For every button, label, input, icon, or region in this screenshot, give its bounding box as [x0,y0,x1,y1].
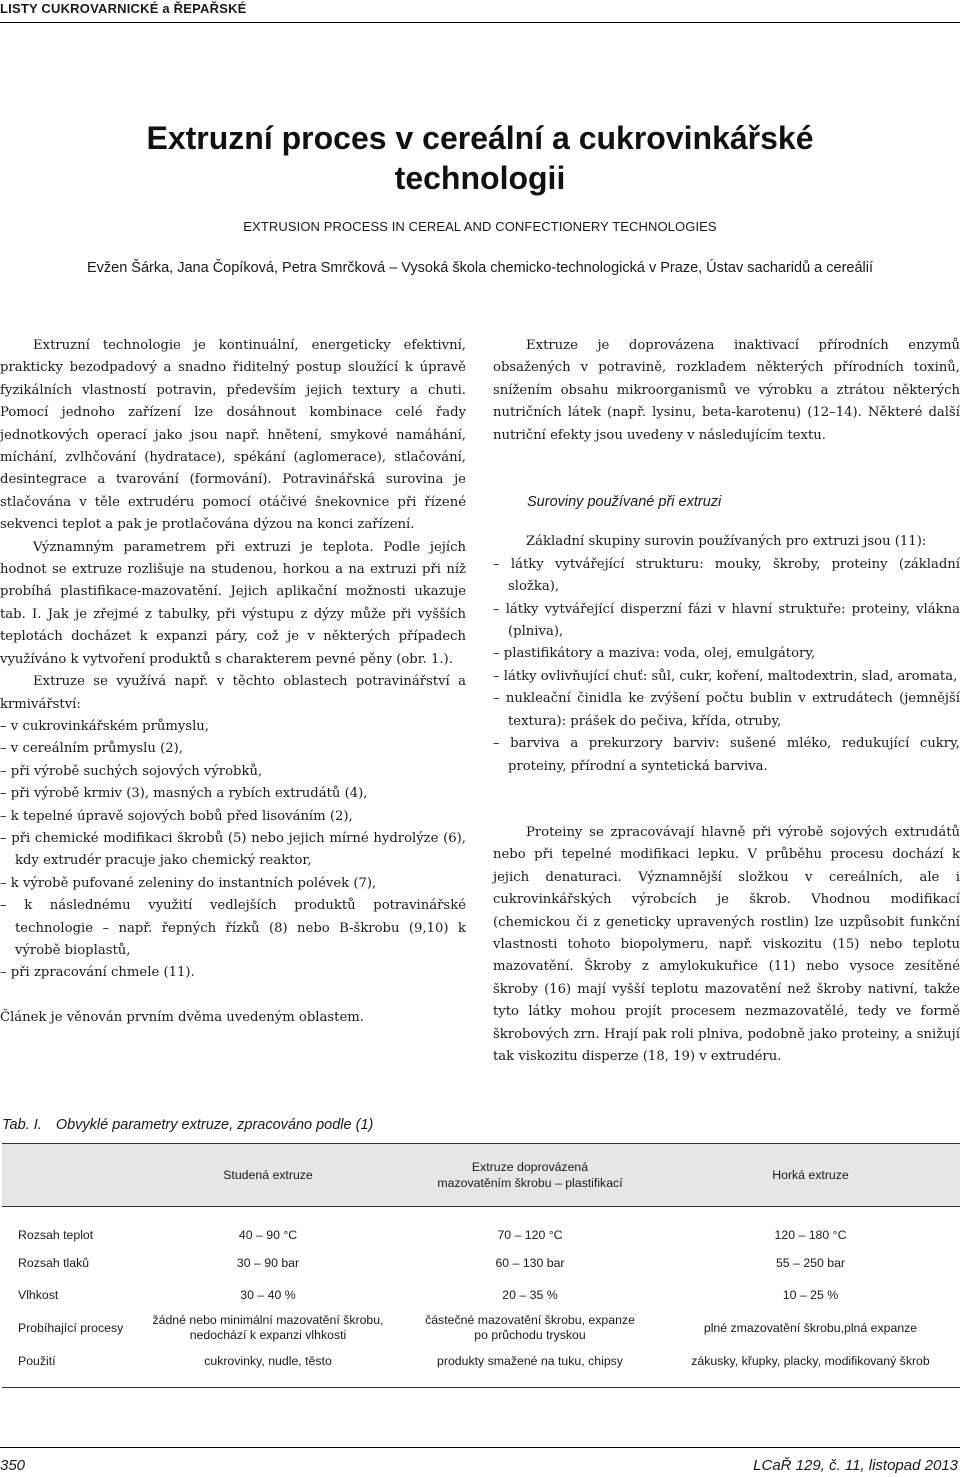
list-item: – nukleační činidla ke zvýšení počtu bublin v extrudátech (jemnější textura): prášek do pečiva, křída, otruby, [493,688,960,733]
row-label: Rozsah teplot [18,1227,94,1242]
row-label: Probíhající procesy [18,1320,124,1335]
right-paragraph-2: Základní skupiny surovin používaných pro extruzi jsou (11): [526,534,927,550]
table-cell: 55 – 250 bar [775,1255,846,1270]
table-row [2,1345,960,1388]
article-title [40,118,920,198]
list-item: – barviva a prekurzory barviv: sušené mléko, redukující cukry, proteiny, přírodní a syntetická barviva. [493,733,960,778]
list-item: – při chemické modifikaci škrobů (5) nebo jejich mírné hydrolýze (6), kdy extrudér pracuje jako chemický reaktor, [0,828,466,873]
table-cell: 120 – 180 °C [774,1227,847,1242]
table-cell: 60 – 130 bar [495,1255,565,1270]
table-label: Tab. I. [2,1117,42,1133]
table-cell: zákusky, křupky, placky, modifikovaný škrob [661,1345,960,1388]
header-divider [0,22,960,23]
table-cell: cukrovinky, nudle, těsto [137,1345,399,1388]
list-item: – při zpracování chmele (11). [0,962,466,984]
left-paragraph-3: Extruze se využívá např. v těchto oblastech potravinářství a krmivářství: [0,674,466,712]
list-item: – látky ovlivňující chuť: sůl, cukr, koření, maltodextrin, slad, aromata, [493,666,960,688]
list-item: – k tepelné úpravě sojových bobů před lisováním (2), [0,806,466,828]
table-cell: 40 – 90 °C [238,1227,298,1242]
table-header-cell [2,1144,137,1207]
table-cell: 70 – 120 °C [497,1227,563,1242]
right-paragraph-1: Extruze je doprovázena inaktivací přírodních enzymů obsažených v potravině, rozkladem některých přírodních toxinů, snížením obsahu mikroorganismů ve výrobku a ztrátou některých nutričních látek (např. lysinu, beta-karotenu) (12–14). Některé další nutriční efekty jsou uvedeny v následujícím textu. [493,338,960,443]
table-cell: 10 – 25 % [782,1287,839,1302]
cell-line: po průchodu tryskou [474,1328,586,1342]
table-cell [137,1311,399,1345]
table-cell: plné zmazovatění škrobu,plná expanze [703,1320,918,1335]
row-label: Rozsah tlaků [18,1255,90,1270]
row-label: Vlhkost [18,1287,59,1302]
table-row [2,1207,960,1248]
header-line: mazovatěním škrobu – plastifikací [437,1176,623,1190]
issue-info: LCaŘ 129, č. 11, listopad 2013 [753,1457,958,1474]
journal-header: LISTY CUKROVARNICKÉ a ŘEPAŘSKÉ [0,1,247,16]
section-heading: Suroviny používané při extruzi [527,494,722,511]
page-number: 350 [0,1457,26,1474]
article-subtitle: EXTRUSION PROCESS IN CEREAL AND CONFECTIONERY TECHNOLOGIES [243,219,717,234]
left-paragraph-1: Extruzní technologie je kontinuální, energeticky efektivní, prakticky bezodpadový a snadno řiditelný postup sloužící k úpravě fyzikálních vlastností potravin, především jejich textury a chuti. Pomocí jednoho zařízení lze dosáhnout kombinace celé řady jednotkových operací jako jsou např. hnětení, smykové namáhání, míchání, zvlhčování (hydratace), spékání (aglomerace), stlačování, desintegrace a tvarování (formování). Potravinářská surovina je stlačována v těle extrudéru pomocí otáčivé šnekovnice při řízené sekvenci teplot a pak je protlačována dýzou na konci zařízení. [0,338,466,533]
left-paragraph-2: Významným parametrem při extruzi je teplota. Podle jejích hodnot se extruze rozlišuje na studenou, horkou a na extruzi při níž probíhá plastifikace-mazovatění. Jejich aplikační možnosti ukazuje tab. I. Jak je zřejmé z tabulky, při výstupu z dýzy může při vyšších teplotách docházet k expanzi páry, což je v některých případech využíváno k vytvoření produktů s charakterem pevné pěny (obr. 1.). [0,539,466,667]
left-closing: Článek je věnován prvním dvěma uvedeným oblastem. [0,1009,364,1025]
title-line-1: Extruzní proces v cereální a cukrovinkářské [146,120,814,156]
table-caption-text: Obvyklé parametry extruze, zpracováno podle (1) [55,1117,374,1133]
cell-line: žádné nebo minimální mazovatění škrobu, [152,1313,384,1327]
list-item: – při výrobě krmiv (3), masných a rybích extrudátů (4), [0,783,466,805]
table-cell: 30 – 90 bar [236,1255,300,1270]
table-row [2,1247,960,1279]
list-item: – látky vytvářející strukturu: mouky, škroby, proteiny (základní složka), [493,554,960,599]
list-item: – v cereálním průmyslu (2), [0,738,466,760]
table-row [2,1311,960,1345]
table-header-cell [399,1144,661,1207]
footer-divider [0,1447,960,1448]
list-item: – látky vytvářející disperzní fázi v hlavní struktuře: proteiny, vlákna (plniva), [493,599,960,644]
list-item: – plastifikátory a maziva: voda, olej, emulgátory, [493,643,960,665]
ingredient-list [493,554,960,778]
article-authors: Evžen Šárka, Jana Čopíková, Petra Smrčková – Vysoká škola chemicko-technologická v Praze, Ústav sacharidů a cereálií [86,260,874,276]
table-header-row [2,1144,960,1207]
application-list [0,716,466,985]
table-header-cell: Studená extruze [137,1144,399,1207]
right-column [493,335,960,1068]
left-column [0,335,466,1029]
list-item: – při výrobě suchých sojových výrobků, [0,761,466,783]
list-item: – k výrobě pufované zeleniny do instantních polévek (7), [0,873,466,895]
table-header-cell: Horká extruze [661,1144,960,1207]
table-cell: produkty smažené na tuku, chipsy [399,1345,661,1388]
title-line-2: technologii [394,160,566,196]
row-label: Použití [2,1345,137,1388]
header-line: Extruze doprovázená [471,1160,589,1174]
table-row [2,1279,960,1311]
parameters-table [2,1143,960,1388]
cell-line: nedochází k expanzi vlhkosti [189,1328,347,1342]
table-cell [399,1311,661,1345]
right-paragraph-3: Proteiny se zpracovávají hlavně při výrobě sojových extrudátů nebo při tepelné modifikaci lepku. V průběhu procesu dochází k jejich denaturaci. Významnější složkou v cereálních, ale i cukrovinkářských výrobcích je škrob. Vhodnou modifikací (chemickou či z geneticky upravených rostlin) lze uzpůsobit funkční vlastnosti tohoto biopolymeru, např. viskozitu (15) nebo teplotu mazovatění. Škroby z amylokukuřice (11) nebo vysoce zesítěné škroby (16) mají vyšší teplotu mazovatění než škroby nativní, takže tyto látky mohou projít procesem nezmazovatělé, tedy ve formě škrobových zrn. Hrají pak roli plniva, podobně jako proteiny, a snižují tak viskozitu disperze (18, 19) v extrudéru. [493,824,960,1064]
cell-line: částečné mazovatění škrobu, expanze [425,1313,635,1327]
table-cell: 20 – 35 % [502,1287,558,1302]
table-caption [2,1117,373,1133]
list-item: – k následnému využití vedlejších produktů potravinářské technologie – např. řepných řízků (8) nebo B-škrobu (9,10) k výrobě bioplastů, [0,895,466,962]
list-item: – v cukrovinkářském průmyslu, [0,716,466,738]
table-cell: 30 – 40 % [240,1287,296,1302]
